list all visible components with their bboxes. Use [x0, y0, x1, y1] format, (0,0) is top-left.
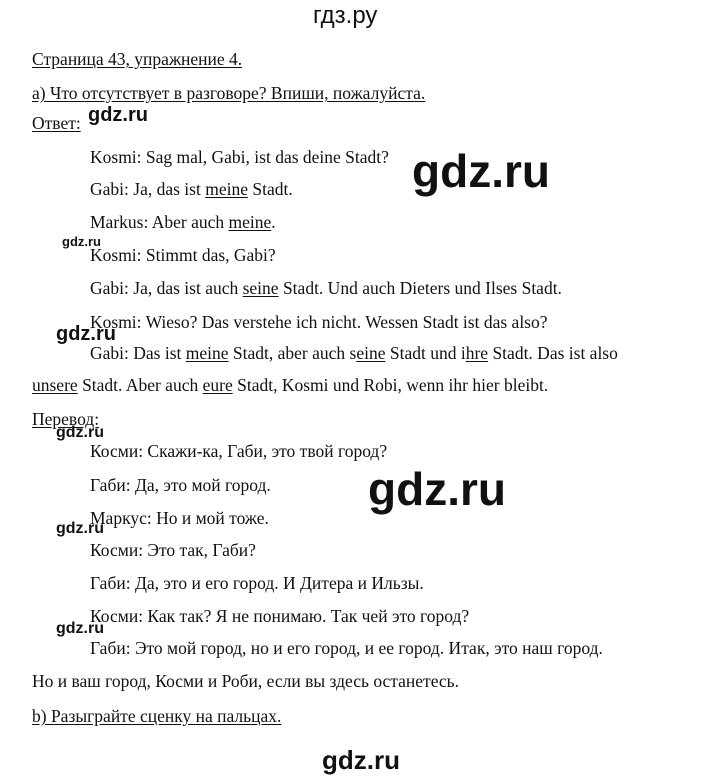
site-header: гдз.ру	[313, 2, 378, 29]
filled-word: eine	[356, 343, 386, 363]
watermark-small: gdz.ru	[56, 424, 104, 441]
translation-line-5: Габи: Да, это и его город. И Дитера и Ильзы.	[90, 573, 424, 593]
translation-line-6: Косми: Как так? Я не понимаю. Так чей это город?	[90, 606, 470, 626]
translation-label: Перевод:	[32, 409, 100, 429]
answer-label: Ответ:	[32, 113, 81, 133]
text: Gabi: Ja, das ist auch	[90, 278, 243, 298]
dialogue-line-3	[90, 211, 276, 233]
dialogue-line-5	[90, 277, 562, 299]
watermark-small: gdz.ru	[88, 104, 148, 126]
text: Stadt, Kosmi und Robi, wenn ihr hier bleibt.	[232, 375, 549, 395]
filled-word: meine	[205, 179, 248, 199]
text: .	[271, 212, 276, 232]
filled-word: eure	[202, 375, 233, 395]
dialogue-line-6: Kosmi: Wieso? Das verstehe ich nicht. Wessen Stadt ist das also?	[90, 312, 548, 332]
dialogue-line-4: Kosmi: Stimmt das, Gabi?	[90, 245, 276, 265]
translation-line-4: Косми: Это так, Габи?	[90, 540, 256, 560]
text: Stadt und i	[385, 343, 466, 363]
filled-word: seine	[242, 278, 279, 298]
dialogue-line-7	[90, 342, 618, 364]
watermark-small: gdz.ru	[56, 620, 104, 637]
filled-word: hre	[465, 343, 489, 363]
translation-line-8: Но и ваш город, Косми и Роби, если вы здесь останетесь.	[32, 671, 460, 691]
text: Stadt. Aber auch	[77, 375, 203, 395]
text: Gabi: Das ist	[90, 343, 186, 363]
text: Stadt. Das ist also	[488, 343, 618, 363]
text: Markus: Aber auch	[90, 212, 229, 232]
filled-word: meine	[185, 343, 229, 363]
watermark-footer: gdz.ru	[322, 745, 400, 775]
translation-line-2: Габи: Да, это мой город.	[90, 475, 271, 495]
filled-word: meine	[228, 212, 272, 232]
text: Gabi: Ja, das ist	[90, 179, 206, 199]
task-a: а) Что отсутствует в разговоре? Впиши, пожалуйста.	[32, 83, 426, 103]
text: Stadt. Und auch Dieters und Ilses Stadt.	[278, 278, 562, 298]
dialogue-line-2	[90, 178, 293, 200]
translation-line-3: Маркус: Но и мой тоже.	[90, 508, 269, 528]
text: Stadt, aber auch s	[228, 343, 357, 363]
translation-line-7: Габи: Это мой город, но и его город, и ее город. Итак, это наш город.	[90, 638, 603, 658]
watermark-small: gdz.ru	[56, 323, 116, 345]
watermark-small: gdz.ru	[62, 234, 101, 249]
task-b: b) Разыграйте сценку на пальцах.	[32, 706, 282, 726]
watermark-large: gdz.ru	[368, 463, 506, 515]
dialogue-line-1: Kosmi: Sag mal, Gabi, ist das deine Stadt?	[90, 147, 389, 167]
dialogue-line-8	[32, 374, 548, 396]
page-heading: Страница 43, упражнение 4.	[32, 49, 243, 69]
watermark-small: gdz.ru	[56, 520, 104, 537]
text: Stadt.	[247, 179, 293, 199]
filled-word: unsere	[32, 375, 78, 395]
watermark-large: gdz.ru	[412, 145, 550, 197]
translation-line-1: Косми: Скажи-ка, Габи, это твой город?	[90, 441, 388, 461]
